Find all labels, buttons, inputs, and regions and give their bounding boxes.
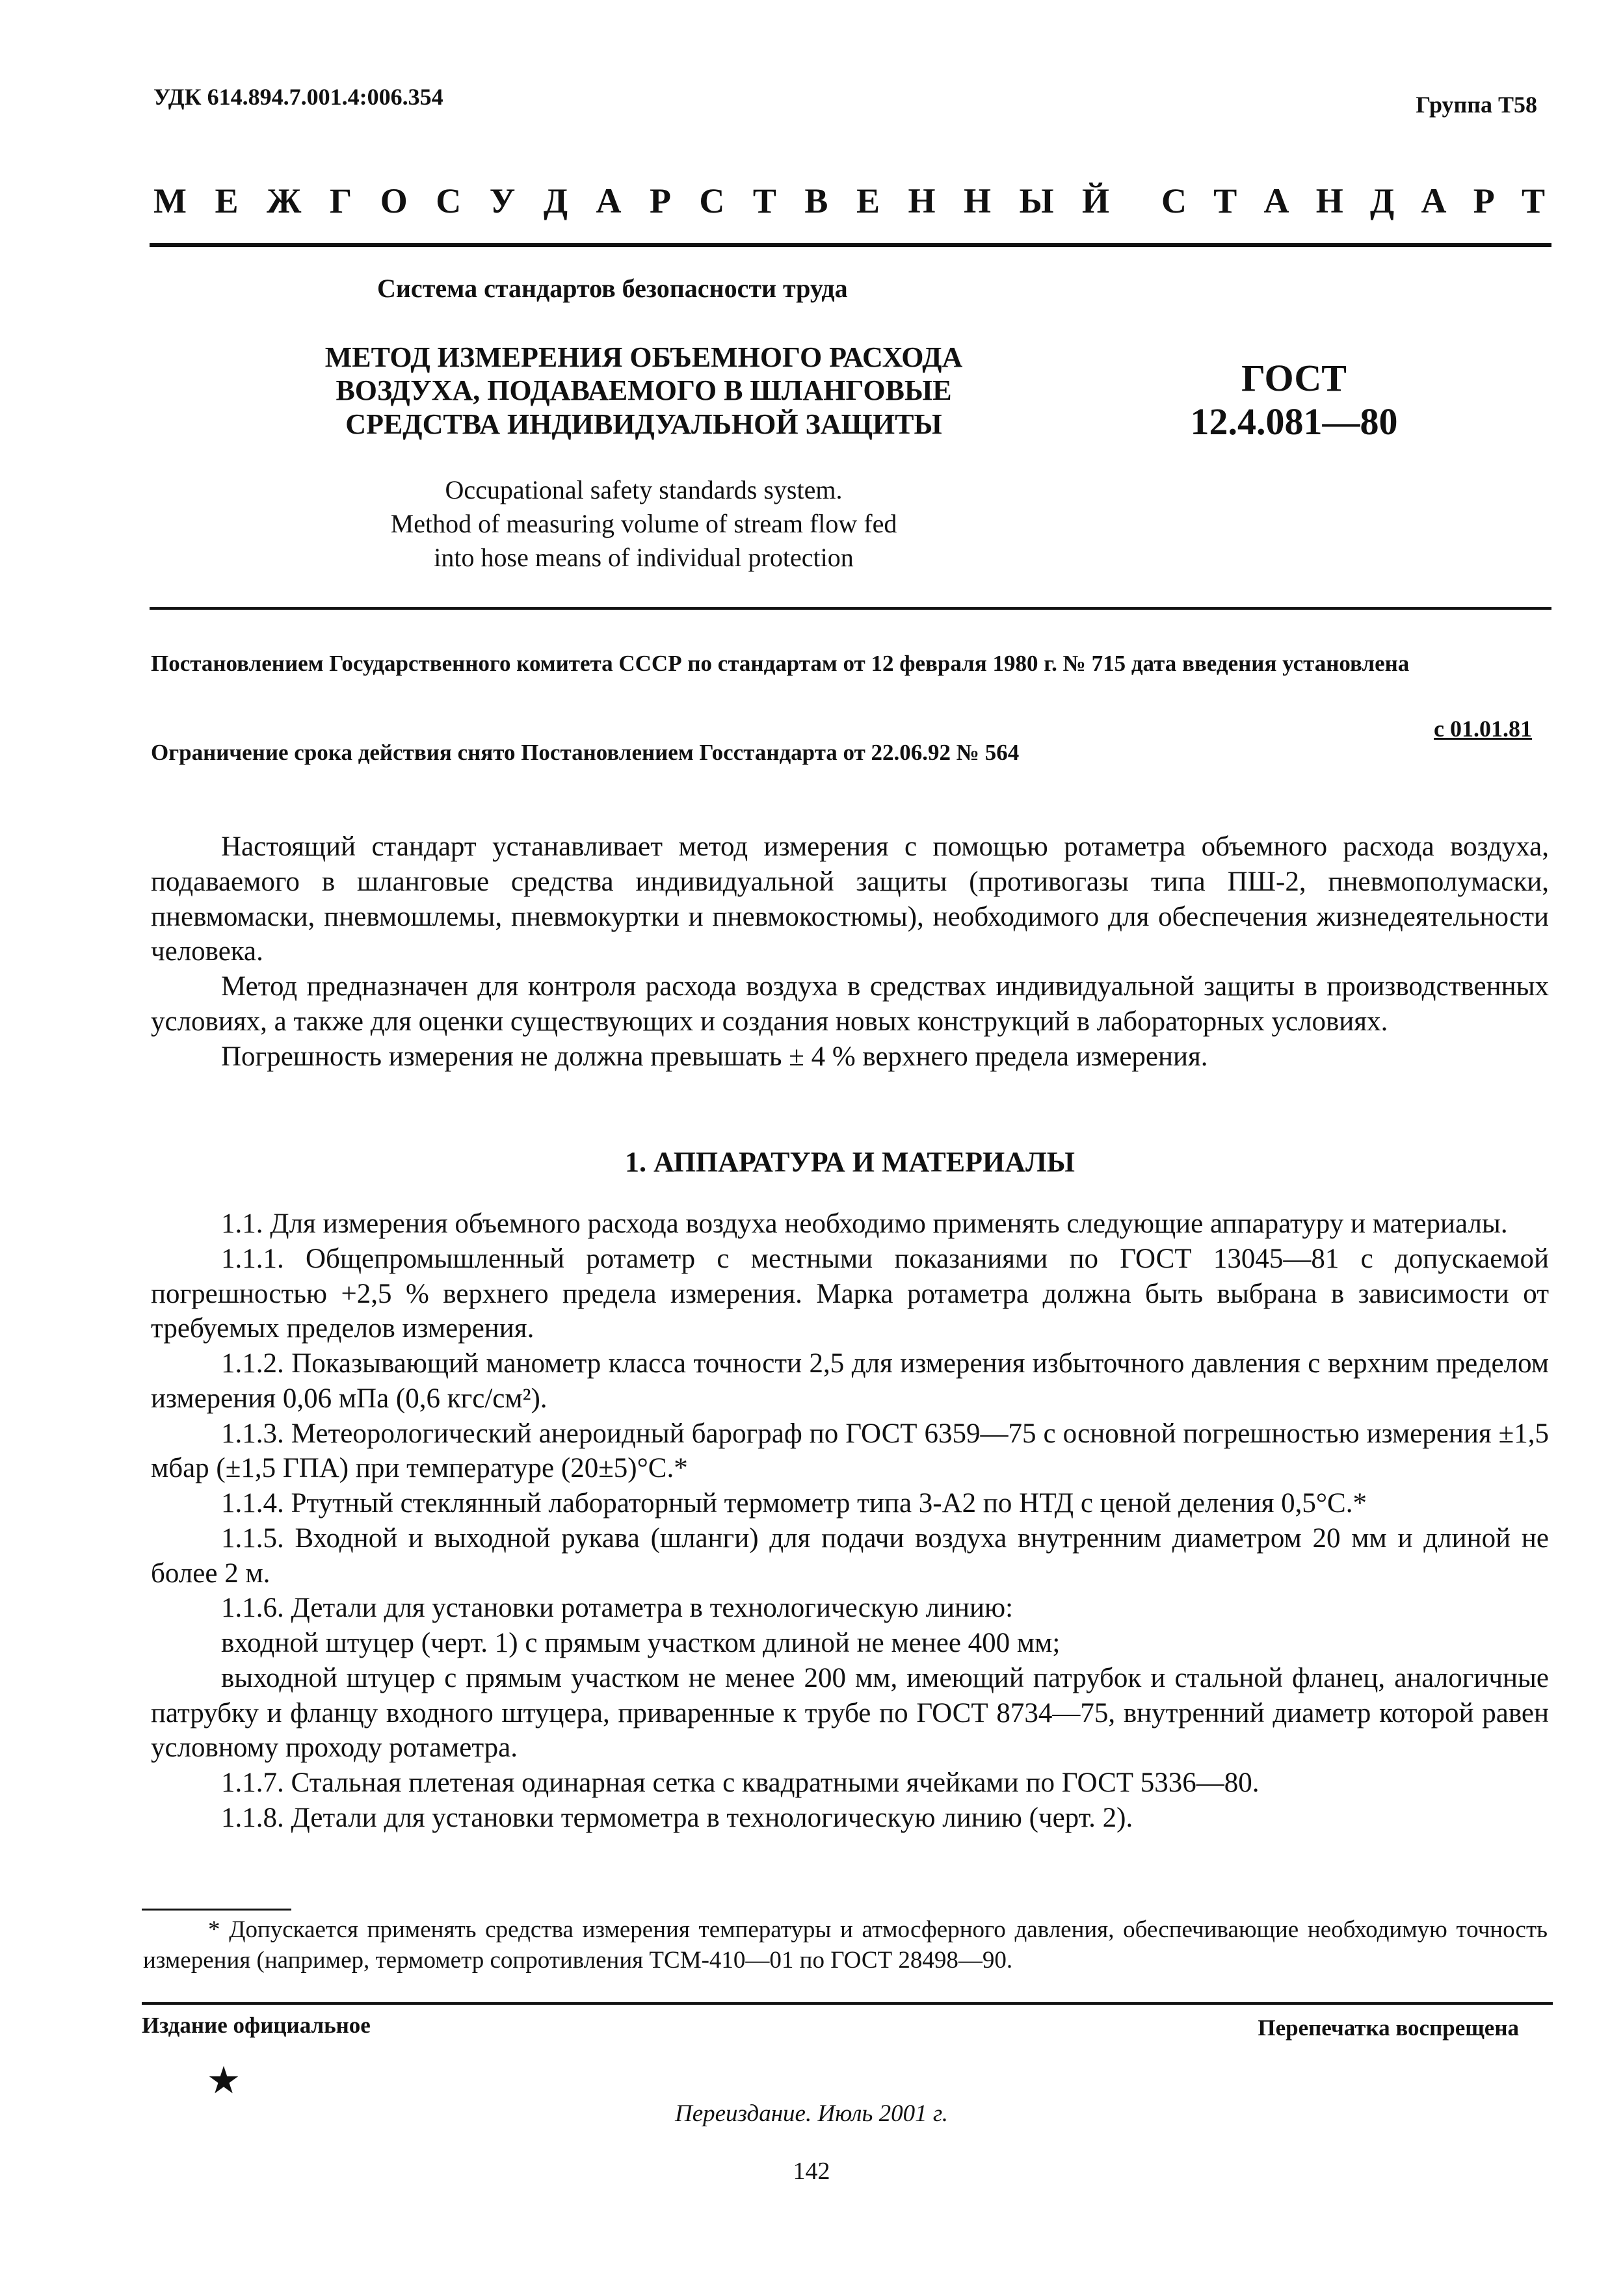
limit-removed-text: Ограничение срока действия снято Постановлением Госстандарта от 22.06.92 № 564	[151, 740, 1020, 765]
banner-letter: В	[804, 181, 828, 220]
clause-paragraph: 1.1.5. Входной и выходной рукава (шланги) для подачи воздуха внутренним диаметром 20 мм и длиной не более 2 м.	[151, 1522, 1549, 1589]
reprint-prohibited-label: Перепечатка воспрещена	[1258, 2015, 1519, 2041]
decree-text: Постановлением Государственного комитета СССР по стандартам от 12 февраля 1980 г. № 715 дата введения установлена	[151, 651, 1410, 676]
intro-text	[151, 829, 1549, 1074]
banner-letter: Ж	[266, 181, 302, 220]
english-title	[260, 473, 1027, 575]
introduction-date: с 01.01.81	[1434, 716, 1532, 742]
banner-letter: А	[1263, 181, 1289, 220]
gost-designation	[1164, 356, 1424, 444]
title-rule	[150, 607, 1551, 610]
banner-letter: Ы	[1019, 181, 1054, 220]
banner-letter: Д	[543, 181, 568, 220]
intro-paragraph: Погрешность измерения не должна превышать ± 4 % верхнего предела измерения.	[221, 1041, 1208, 1072]
document-title	[254, 341, 1034, 441]
footnote-rule	[142, 1909, 291, 1911]
banner-letter: Т	[1213, 181, 1237, 220]
clause-paragraph: 1.1. Для измерения объемного расхода воздуха необходимо применять следующие аппаратуру и материалы.	[221, 1208, 1508, 1239]
clause-paragraph: 1.1.6. Детали для установки ротаметра в технологическую линию:	[221, 1593, 1014, 1624]
english-title-line: into hose means of individual protection	[434, 543, 854, 572]
footnote	[143, 1915, 1548, 1976]
banner-letter: Н	[908, 181, 936, 220]
group-code: Группа Т58	[1416, 92, 1537, 118]
interstate-standard-banner	[153, 181, 1545, 221]
gost-number: 12.4.081—80	[1190, 400, 1398, 443]
header-rule	[150, 243, 1551, 247]
gost-label: ГОСТ	[1241, 357, 1347, 399]
banner-word-interstate	[153, 181, 1109, 221]
banner-letter: А	[1421, 181, 1447, 220]
standards-system-title: Система стандартов безопасности труда	[377, 274, 848, 303]
clause-paragraph: выходной штуцер с прямым участком не менее 200 мм, имеющий патрубок и стальной фланец, аналогичные патрубку и фланцу входного штуцера, приваренные к трубе по ГОСТ 8734—75, внутренний диаметр которой равен условному проходу ротаметра.	[151, 1662, 1549, 1764]
banner-word-standard	[1161, 181, 1545, 221]
udk-code: УДК 614.894.7.001.4:006.354	[153, 84, 443, 110]
footer-rule	[142, 2002, 1553, 2005]
clause-paragraph: 1.1.7. Стальная плетеная одинарная сетка с квадратными ячейками по ГОСТ 5336—80.	[221, 1768, 1260, 1798]
star-icon: ★	[207, 2059, 241, 2102]
banner-letter: Е	[215, 181, 239, 220]
clause-paragraph: 1.1.8. Детали для установки термометра в технологическую линию (черт. 2).	[221, 1802, 1133, 1833]
section-body	[151, 1207, 1549, 1836]
banner-letter: Й	[1081, 181, 1109, 220]
official-edition-label: Издание официальное	[142, 2013, 371, 2038]
banner-letter: Г	[329, 181, 352, 220]
clause-paragraph: 1.1.4. Ртутный стеклянный лабораторный термометр типа 3-А2 по НТД с ценой деления 0,5°С.*	[221, 1488, 1367, 1519]
banner-letter: А	[596, 181, 622, 220]
banner-letter: М	[153, 181, 187, 220]
banner-letter: Н	[1315, 181, 1343, 220]
clause-paragraph: 1.1.2. Показывающий манометр класса точности 2,5 для измерения избыточного давления с верхним пределом измерения 0,06 мПа (0,6 кгс/см²).	[151, 1348, 1549, 1414]
title-line: ВОЗДУХА, ПОДАВАЕМОГО В ШЛАНГОВЫЕ	[336, 374, 952, 407]
footnote-text: * Допускается применять средства измерения температуры и атмосферного давления, обеспечивающие необходимую точность измерения (например, термометр сопротивления ТСМ-410—01 по ГОСТ 28498—90.	[143, 1916, 1548, 1974]
clause-paragraph: 1.1.3. Метеорологический анероидный барограф по ГОСТ 6359—75 с основной погрешностью измерения ±1,5 мбар (±1,5 ГПА) при температуре (20±5)°С.*	[151, 1418, 1549, 1484]
banner-letter: Н	[963, 181, 991, 220]
banner-letter: У	[489, 181, 516, 220]
banner-letter: С	[699, 181, 725, 220]
banner-letter: Р	[1473, 181, 1495, 220]
title-line: СРЕДСТВА ИНДИВИДУАЛЬНОЙ ЗАЩИТЫ	[345, 408, 942, 440]
banner-letter: Т	[752, 181, 776, 220]
page-number: 142	[793, 2158, 830, 2185]
banner-letter: С	[1161, 181, 1187, 220]
intro-paragraph: Метод предназначен для контроля расхода воздуха в средствах индивидуальной защиты в производственных условиях, а также для оценки существующих и создания новых конструкций в лабораторных условиях.	[151, 971, 1549, 1037]
banner-letter: С	[436, 181, 462, 220]
clause-paragraph: 1.1.1. Общепромышленный ротаметр с местными показаниями по ГОСТ 13045—81 с допускаемой погрешностью +2,5 % верхнего предела измерения. Марка ротаметра должна быть выбрана в зависимости от требуемых пределов измерения.	[151, 1243, 1549, 1344]
banner-letter: Е	[856, 181, 880, 220]
intro-paragraph: Настоящий стандарт устанавливает метод измерения с помощью ротаметра объемного расхода воздуха, подаваемого в шланговые средства индивидуальной защиты (противогазы типа ПШ-2, пневмополумаски, пневмомаски, пневмошлемы, пневмокуртки и пневмокостюмы), необходимого для обеспечения жизнедеятельности человека.	[151, 831, 1549, 967]
banner-letter: Д	[1370, 181, 1395, 220]
reissue-note: Переиздание. Июль 2001 г.	[674, 2100, 949, 2127]
banner-letter: Т	[1521, 181, 1545, 220]
title-line: МЕТОД ИЗМЕРЕНИЯ ОБЪЕМНОГО РАСХОДА	[324, 341, 963, 373]
section-heading: 1. АППАРАТУРА И МАТЕРИАЛЫ	[625, 1146, 1075, 1178]
clause-paragraph: входной штуцер (черт. 1) с прямым участком длиной не менее 400 мм;	[221, 1628, 1061, 1658]
banner-letter: О	[380, 181, 408, 220]
banner-letter: Р	[649, 181, 671, 220]
english-title-line: Occupational safety standards system.	[445, 475, 843, 504]
english-title-line: Method of measuring volume of stream flow fed	[390, 509, 897, 538]
